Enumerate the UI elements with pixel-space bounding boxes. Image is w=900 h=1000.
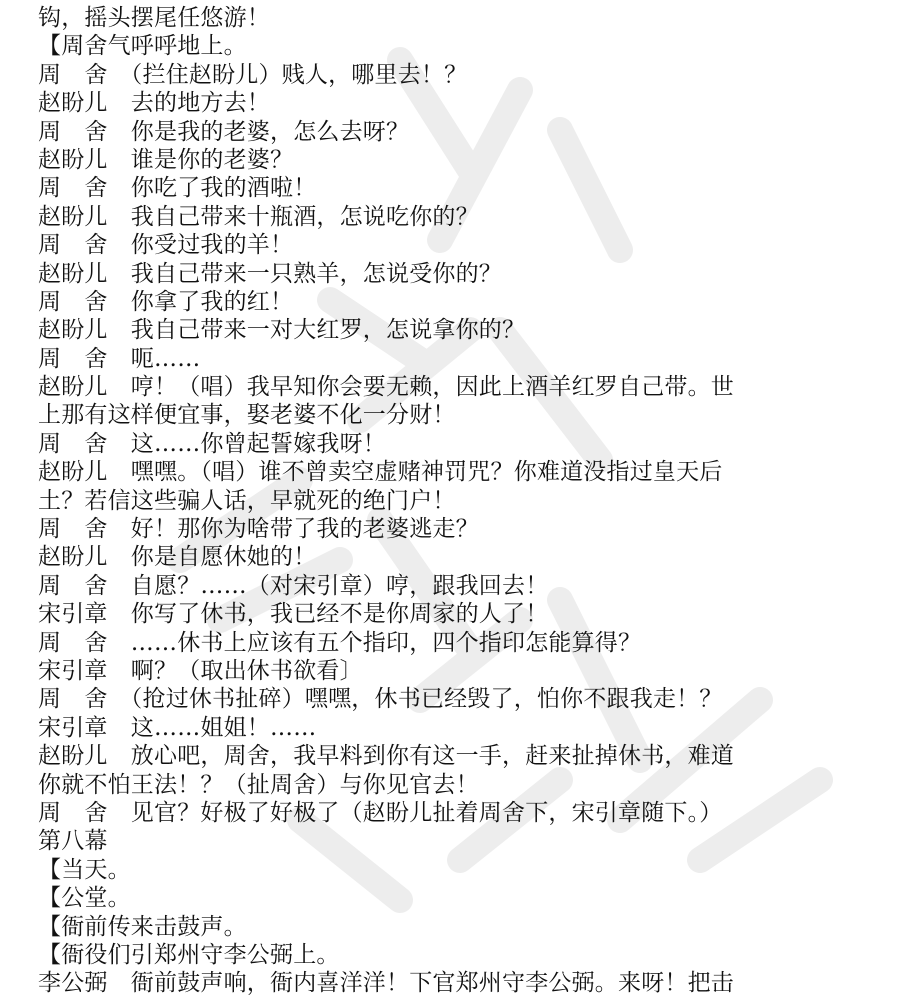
text-line: 周 舍 你是我的老婆，怎么去呀？ (38, 118, 410, 145)
text-line: 周 舍 ……休书上应该有五个指印，四个指印怎能算得？ (38, 629, 642, 656)
document-body (38, 4, 878, 998)
text-line: 赵盼儿 你是自愿休她的！ (38, 544, 317, 571)
text-line: 周 舍 （抢过休书扯碎）嘿嘿，休书已经毁了，怕你不跟我走！？ (38, 686, 723, 713)
text-line: 宋引章 你写了休书，我已经不是你周家的人了！ (38, 601, 549, 628)
text-line: 周 舍 见官？好极了好极了（赵盼儿扯着周舍下，宋引章随下。） (38, 799, 723, 826)
text-line: 【当天。 (38, 856, 131, 883)
text-line: 【公堂。 (38, 885, 131, 912)
text-line: 周 舍 这……你曾起誓嫁我呀！ (38, 430, 386, 457)
text-line: 第八幕 (38, 828, 108, 855)
text-line: 周 舍 你受过我的羊！ (38, 232, 294, 259)
text-line: 【衙役们引郑州守李公弼上。 (38, 941, 340, 968)
text-line: 周 舍 你拿了我的红！ (38, 288, 294, 315)
text-line: 土？若信这些骗人话，早就死的绝门户！ (38, 487, 456, 514)
text-line: 赵盼儿 谁是你的老婆？ (38, 146, 294, 173)
text-line: 赵盼儿 我自己带来一对大红罗，怎说拿你的？ (38, 317, 526, 344)
text-line: 赵盼儿 我自己带来十瓶酒，怎说吃你的？ (38, 203, 479, 230)
text-line: 周 舍 你吃了我的酒啦！ (38, 175, 317, 202)
text-line: 宋引章 啊？（取出休书欲看〕 (38, 657, 363, 684)
text-line: 宋引章 这……姐姐！…… (38, 714, 317, 741)
text-line: 周 舍 好！那你为啥带了我的老婆逃走？ (38, 516, 479, 543)
text-line: 周 舍 （拦住赵盼儿）贱人，哪里去！？ (38, 61, 468, 88)
text-line: 周 舍 呃…… (38, 345, 201, 372)
text-line: 赵盼儿 去的地方去！ (38, 90, 270, 117)
text-line: 周 舍 自愿？……（对宋引章）哼，跟我回去！ (38, 572, 549, 599)
text-line: 【周舍气呼呼地上。 (38, 33, 247, 60)
text-line: 你就不怕王法！？（扯周舍）与你见官去！ (38, 771, 479, 798)
text-line: 【衙前传来击鼓声。 (38, 913, 247, 940)
text-line: 赵盼儿 我自己带来一只熟羊，怎说受你的？ (38, 260, 502, 287)
text-line: 赵盼儿 嘿嘿。（唱）谁不曾卖空虚赌神罚咒？你难道没指过皇天后 (38, 459, 723, 486)
text-line: 赵盼儿 放心吧，周舍，我早料到你有这一手，赶来扯掉休书，难道 (38, 743, 734, 770)
text-line: 李公弼 衙前鼓声响，衙内喜洋洋！下官郑州守李公弼。来呀！把击 (38, 970, 734, 997)
text-line: 赵盼儿 哼！（唱）我早知你会要无赖，因此上酒羊红罗自己带。世 (38, 374, 734, 401)
text-line: 钩，摇头摆尾任悠游！ (38, 5, 270, 31)
text-line: 上那有这样便宜事，娶老婆不化一分财！ (38, 402, 456, 429)
